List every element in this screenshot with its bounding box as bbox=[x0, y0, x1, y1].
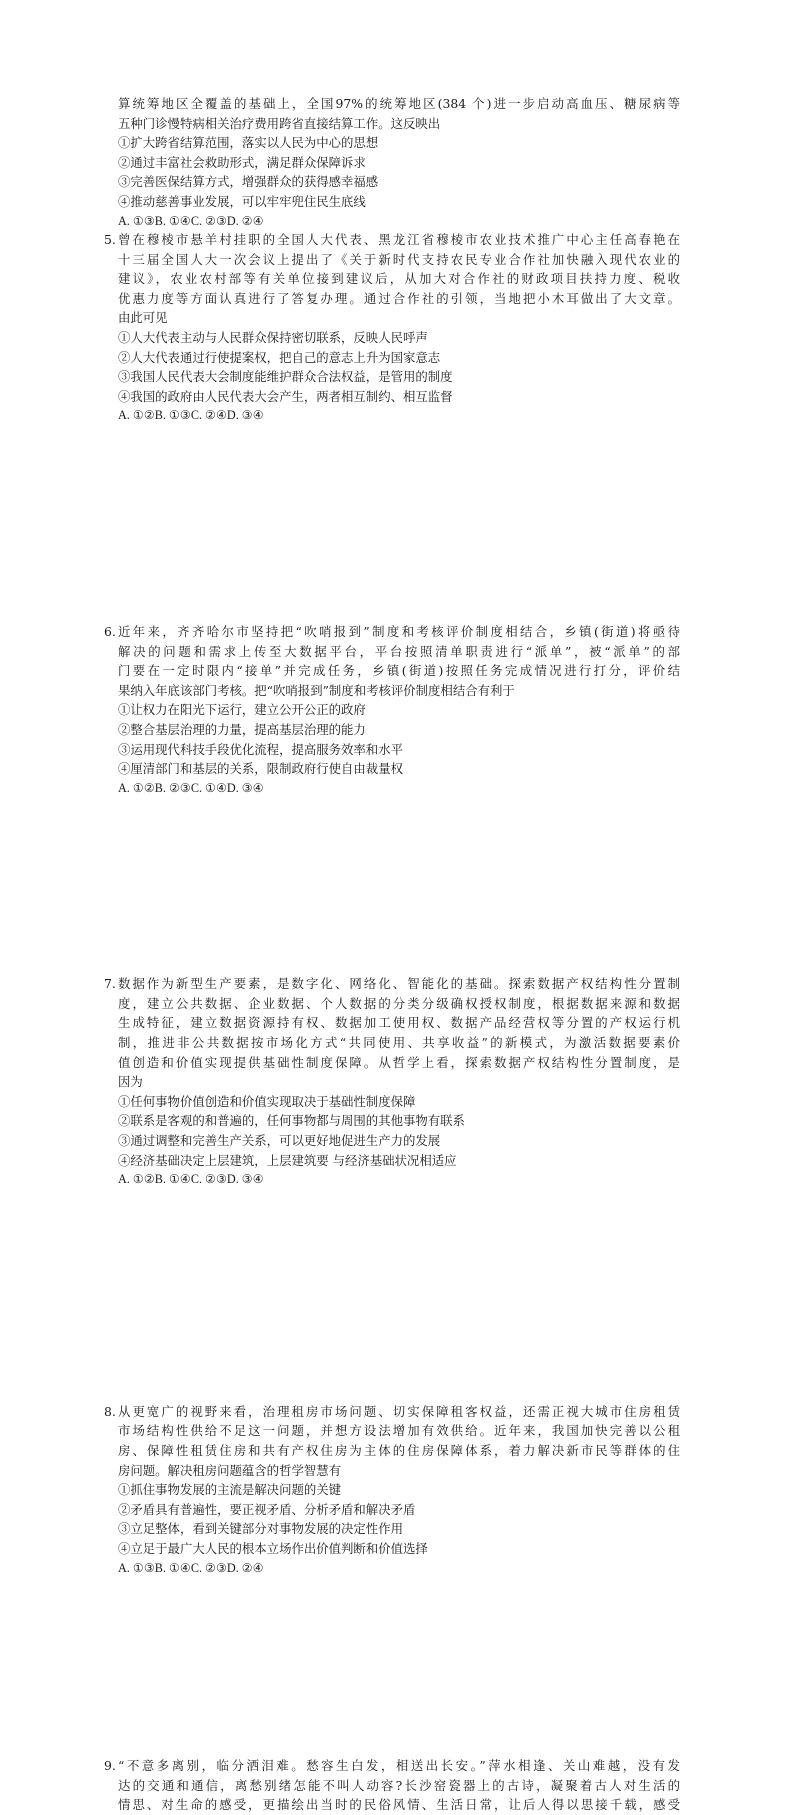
option-1: ①人大代表主动与人民群众保持密切联系，反映人民呼声 bbox=[118, 329, 428, 345]
question-text-line: 近年来，齐齐哈尔市坚持把“吹哨报到”制度和考核评价制度相结合，乡镇(街道)将亟待 bbox=[118, 623, 680, 639]
option-2: ②人大代表通过行使提案权，把自己的意志上升为国家意志 bbox=[118, 349, 441, 365]
question-text-line: 度，建立公共数据、企业数据、个人数据的分类分级确权授权制度，根据数据来源和数据 bbox=[118, 995, 680, 1011]
question-text-line: 值创造和价值实现提供基础性制度保障。从哲学上看，探索数据产权结构性分置制度，是 bbox=[118, 1054, 680, 1070]
question-text-line: 由此可见 bbox=[118, 310, 168, 326]
question-text-line: 房、保障性租赁住房和共有产权住房为主体的住房保障体系，着力解决新市民等群体的住 bbox=[118, 1443, 680, 1458]
question-number: 5. bbox=[104, 232, 116, 247]
option-1: ①让权力在阳光下运行，建立公开公正的政府 bbox=[118, 702, 366, 718]
option-1: ①扩大跨省结算范围，落实以人民为中心的思想 bbox=[118, 135, 379, 151]
question-text-line: 制，推进非公共数据按市场化方式“共同使用、共享收益”的新模式，为激活数据要素价 bbox=[118, 1035, 680, 1051]
question-7 bbox=[104, 974, 680, 1190]
option-4: ④推动慈善事业发展，可以牢牢兜住民生底线 bbox=[118, 193, 366, 209]
option-3: ③立足整体，看到关键部分对事物发展的决定性作用 bbox=[118, 1521, 403, 1537]
question-number: 7. bbox=[104, 976, 116, 992]
question-6 bbox=[104, 622, 680, 798]
option-2: ②矛盾具有普遍性，要正视矛盾、分析矛盾和解决矛盾 bbox=[118, 1501, 416, 1517]
question-text-line: 达的交通和通信，离愁别绪怎能不叫人动容?长沙窑瓷器上的古诗，凝聚着古人对生活的 bbox=[118, 1777, 680, 1793]
question-text-line: 情思、对生命的感受，更描绘出当时的民俗风情、生活日常，让后人得以思接千载，感受 bbox=[118, 1797, 680, 1813]
question-text-line: 十三届全国人大一次会议上提出了《关于新时代支持农民专业合作社加快融入现代农业的 bbox=[118, 251, 680, 267]
option-3: ③完善医保结算方式，增强群众的获得感幸福感 bbox=[118, 174, 379, 190]
question-4-continued bbox=[118, 94, 680, 231]
question-text-line: 因为 bbox=[118, 1074, 143, 1090]
question-text-line: 生成特征，建立数据资源持有权、数据加工使用权、数据产品经营权等分置的产权运行机 bbox=[118, 1015, 680, 1031]
question-number: 6. bbox=[104, 623, 116, 639]
answer-choices: A. ①③B. ①④C. ②③D. ②④ bbox=[118, 1560, 264, 1575]
question-text-line: 数据作为新型生产要素，是数字化、网络化、智能化的基础。探索数据产权结构性分置制 bbox=[118, 976, 680, 992]
option-2: ②联系是客观的和普遍的，任何事物都与周围的其他事物有联系 bbox=[118, 1113, 465, 1129]
question-9 bbox=[104, 1756, 680, 1815]
option-3: ③我国人民代表大会制度能维护群众合法权益，是管用的制度 bbox=[118, 369, 453, 385]
question-text-line: 五种门诊慢特病相关治疗费用跨省直接结算工作。这反映出 bbox=[118, 115, 441, 131]
question-8 bbox=[104, 1402, 680, 1578]
option-1: ①任何事物价值创造和价值实现取决于基础性制度保障 bbox=[118, 1093, 416, 1109]
answer-choices: A. ①②B. ①④C. ②③D. ③④ bbox=[118, 1172, 264, 1187]
question-text-line: 门要在一定时限内“接单”并完成任务，乡镇(街道)按照任务完成情况进行打分，评价结 bbox=[118, 663, 680, 679]
answer-choices: A. ①③B. ①④C. ②③D. ②④ bbox=[118, 213, 264, 228]
answer-choices: A. ①②B. ①③C. ②④D. ③④ bbox=[118, 408, 264, 423]
question-5 bbox=[104, 230, 680, 426]
option-4: ④经济基础决定上层建筑，上层建筑要 与经济基础状况相适应 bbox=[118, 1152, 457, 1168]
question-text-line: “不意多离别，临分洒泪难。愁容生白发，相送出长安。”萍水相逢、关山难越，没有发 bbox=[118, 1758, 680, 1774]
option-2: ②通过丰富社会救助形式，满足群众保障诉求 bbox=[118, 154, 366, 170]
question-text-line: 房问题。解决租房问题蕴含的哲学智慧有 bbox=[118, 1462, 342, 1478]
option-1: ①抓住事物发展的主流是解决问题的关键 bbox=[118, 1482, 342, 1498]
question-text-line: 建议》，农业农村部等有关单位接到建议后，从加大对合作社的财政项目扶持力度、税收 bbox=[118, 271, 680, 287]
option-3: ③通过调整和完善生产关系，可以更好地促进生产力的发展 bbox=[118, 1133, 441, 1149]
question-text-line: 市场结构性供给不足这一问题，并想方设法增加有效供给。近年来，我国加快完善以公租 bbox=[118, 1423, 680, 1439]
option-4: ④我国的政府由人民代表大会产生，两者相互制约、相互监督 bbox=[118, 388, 453, 404]
option-4: ④厘清部门和基层的关系，限制政府行使自由裁量权 bbox=[118, 761, 403, 777]
question-text-line: 果纳入年底该部门考核。把“吹哨报到”制度和考核评价制度相结合有利于 bbox=[118, 682, 515, 698]
question-text-line: 算统筹地区全覆盖的基础上，全国97%的统筹地区(384 个)进一步启动高血压、糖尿病等 bbox=[118, 96, 680, 111]
option-3: ③运用现代科技手段优化流程，提高服务效率和水平 bbox=[118, 741, 403, 757]
option-2: ②整合基层治理的力量，提高基层治理的能力 bbox=[118, 721, 366, 737]
question-number: 8. bbox=[104, 1403, 116, 1419]
question-number: 9. bbox=[104, 1758, 116, 1774]
question-text-line: 优惠力度等方面认真进行了答复办理。通过合作社的引领，当地把小木耳做出了大文章。 bbox=[118, 290, 680, 306]
question-text-line: 曾在穆棱市悬羊村挂职的全国人大代表、黑龙江省穆棱市农业技术推广中心主任高春艳在 bbox=[118, 232, 680, 247]
question-text-line: 从更宽广的视野来看，治理租房市场问题、切实保障租客权益，还需正视大城市住房租赁 bbox=[118, 1403, 680, 1419]
answer-choices: A. ①②B. ②③C. ①④D. ③④ bbox=[118, 780, 264, 795]
option-4: ④立足于最广大人民的根本立场作出价值判断和价值选择 bbox=[118, 1540, 428, 1556]
question-text-line: 解决的问题和需求上传至大数据平台，平台按照清单职责进行“派单”，被“派单”的部 bbox=[118, 643, 680, 659]
